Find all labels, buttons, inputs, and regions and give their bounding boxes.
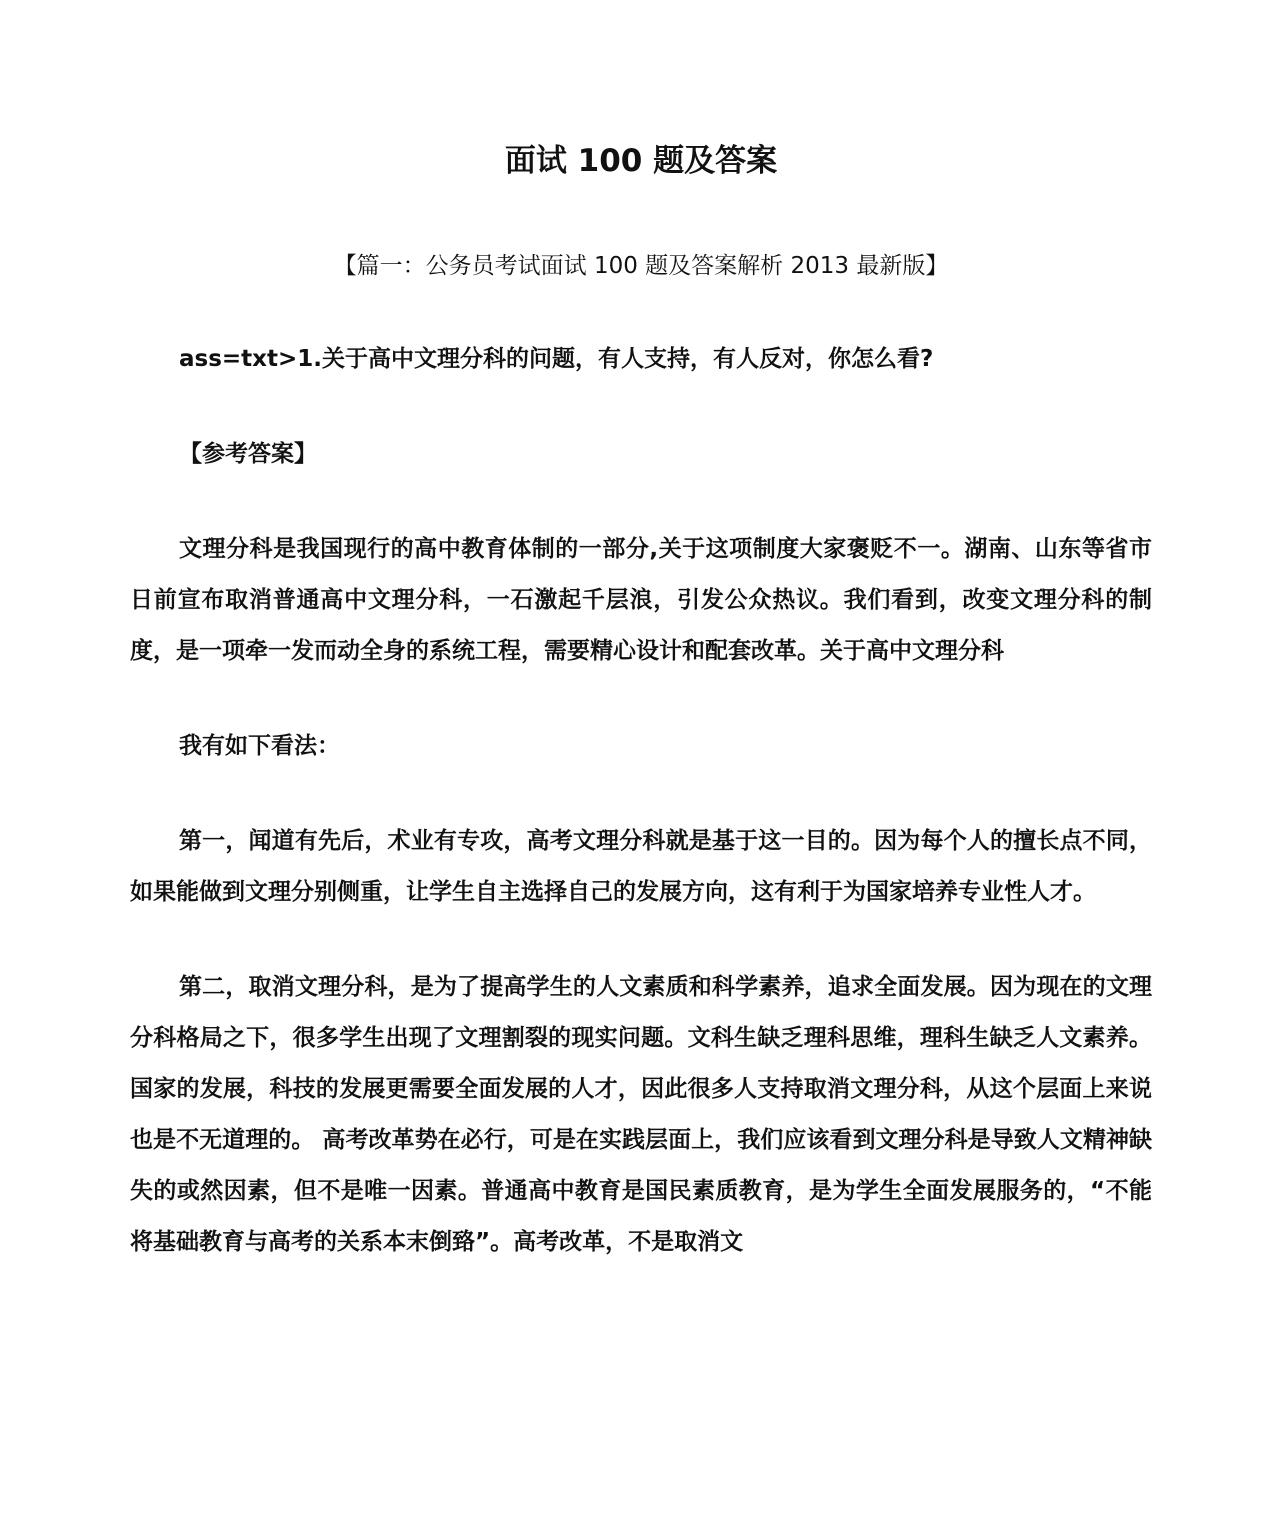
document-title: 面试 100 题及答案 [504, 143, 778, 179]
body-paragraph: 文理分科是我国现行的高中教育体制的一部分,关于这项制度大家褒贬不一。湖南、山东等省市日前宣布取消普通高中文理分科，一石激起千层浪，引发公众热议。我们看到，改变文理分科的制度，是一项牵一发而动全身的系统工程，需要精心设计和配套改革。关于高中文理分科 [130, 536, 1152, 664]
body-paragraph: 第一，闻道有先后，术业有专攻，高考文理分科就是基于这一目的。因为每个人的擅长点不同，如果能做到文理分别侧重，让学生自主选择自己的发展方向，这有利于为国家培养专业性人才。 [130, 828, 1152, 905]
body-paragraph: 我有如下看法： [179, 733, 340, 759]
document-body [130, 334, 1152, 1312]
document-subtitle: 【篇一：公务员考试面试 100 题及答案解析 2013 最新版】 [333, 253, 949, 279]
answer-heading: 【参考答案】 [179, 441, 317, 467]
question-paragraph: ass=txt>1.关于高中文理分科的问题，有人支持，有人反对，你怎么看? [179, 346, 934, 372]
body-paragraph: 第二，取消文理分科，是为了提高学生的人文素质和科学素养，追求全面发展。因为现在的文理分科格局之下，很多学生出现了文理割裂的现实问题。文科生缺乏理科思维，理科生缺乏人文素养。国家的发展，科技的发展更需要全面发展的人才，因此很多人支持取消文理分科，从这个层面上来说也是不无道理的。 高考改革势在必行，可是在实践层面上，我们应该看到文理分科是导致人文精神缺失的或然因素，但不是唯一因素。普通高中教育是国民素质教育，是为学生全面发展服务的，“不能将基础教育与高考的关系本末倒臵”。高考改革，不是取消文 [130, 974, 1152, 1255]
